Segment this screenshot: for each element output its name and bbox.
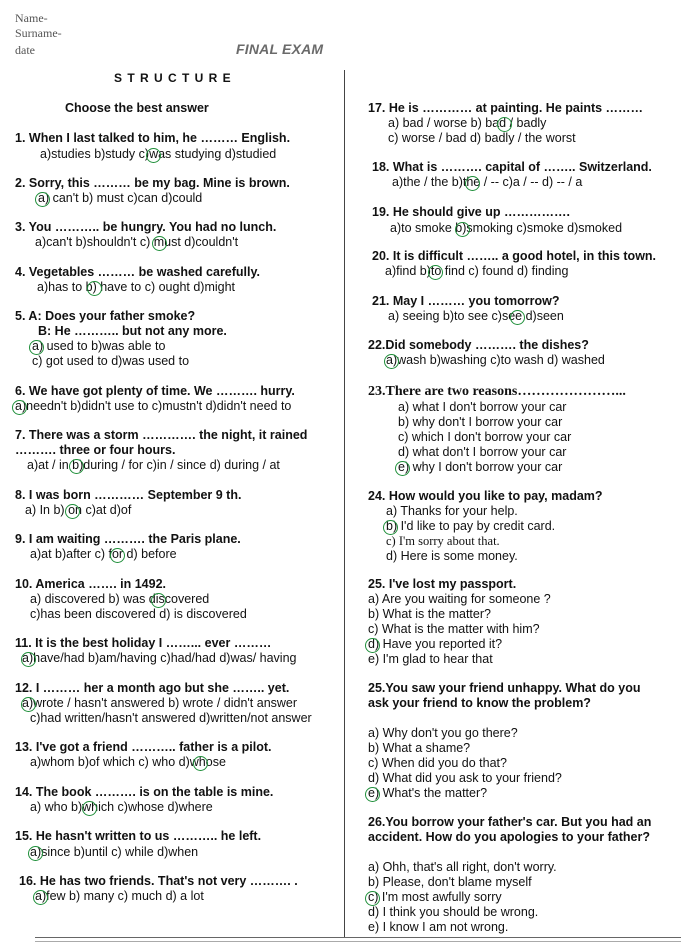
question-14-options: a) who b)which c)whose d)where [30,800,213,814]
question-18: 18. What is ………. capital of …….. Switzerland. [372,160,652,174]
question-12-options-2: c)had written/hasn't answered d)written/not answer [30,711,312,725]
name-label: Name- [15,11,48,25]
question-16-options: a)few b) many c) much d) a lot [35,889,204,903]
question-24-option-a: a) Thanks for your help. [386,504,518,518]
question-6-options: a)needn't b)didn't use to c)mustn't d)didn't need to [15,399,292,413]
question-13-options: a)whom b)of which c) who d)whose [30,755,226,769]
column-divider [344,70,345,938]
answer-circle [12,400,27,415]
question-23-option-a: a) what I don't borrow your car [398,400,567,414]
question-20-options: a)find b)to find c) found d) finding [385,264,569,278]
question-23-option-d: d) what don't I borrow your car [398,445,567,459]
question-19: 19. He should give up ……………. [372,205,570,219]
question-25b-option-b: b) What a shame? [368,741,471,755]
answer-circle [65,504,80,519]
question-4: 4. Vegetables ……… be washed carefully. [15,265,261,279]
answer-circle [395,461,410,476]
question-11-options: a)have/had b)am/having c)had/had d)was/ having [22,651,297,665]
question-22: 22.Did somebody ………. the dishes? [368,338,589,352]
answer-circle [497,117,512,132]
surname-label: Surname- [15,26,62,40]
question-5-line2: B: He ……….. but not any more. [38,324,227,338]
question-12-options: a)wrote / hasn't answered b) wrote / didn't answer [22,696,298,710]
question-26-option-b: b) Please, don't blame myself [368,875,532,889]
section-instruction: Choose the best answer [65,101,209,115]
question-26-option-e: e) I know I am not wrong. [368,920,509,934]
answer-circle [35,192,50,207]
question-26-option-d: d) I think you should be wrong. [368,905,539,919]
question-2: 2. Sorry, this ……… be my bag. Mine is brown. [15,176,290,190]
answer-circle [365,891,380,906]
question-23-option-b: b) why don't I borrow your car [398,415,563,429]
answer-circle [28,846,43,861]
question-8-options: a) In b) on c)at d)of [25,503,132,517]
question-7: 7. There was a storm …………. the night, it rained [15,428,308,442]
question-26-option-a: a) Ohh, that's all right, don't worry. [368,860,557,874]
bottom-rule [35,937,681,938]
question-10-options-2: c)has been discovered d) is discovered [30,607,247,621]
question-25a-option-a: a) Are you waiting for someone ? [368,592,551,606]
answer-circle [365,787,380,802]
answer-circle [82,801,97,816]
question-25b-option-c: c) When did you do that? [368,756,507,770]
question-17: 17. He is ………… at painting. He paints ……… [368,101,644,115]
question-19-options: a)to smoke b)smoking c)smoke d)smoked [390,221,623,235]
answer-circle [151,593,166,608]
answer-circle [33,890,48,905]
question-24-option-b: b) I'd like to pay by credit card. [386,519,556,533]
question-17-options: a) bad / worse b) bad / badly [388,116,547,130]
page-title: FINAL EXAM [236,41,324,57]
question-25b: 25.You saw your friend unhappy. What do you [368,681,641,695]
question-5: 5. A: Does your father smoke? [15,309,196,323]
question-25a-option-c: c) What is the matter with him? [368,622,540,636]
answer-circle [21,697,36,712]
question-1-options: a)studies b)study c)was studying d)studied [40,147,277,161]
question-10: 10. America ……. in 1492. [15,577,167,591]
question-4-options: a)has to b) have to c) ought d)might [37,280,236,294]
question-14: 14. The book ………. is on the table is mine. [15,785,274,799]
question-23: 23.There are two reasons…………………... [368,384,626,399]
question-25a-option-b: b) What is the matter? [368,607,491,621]
question-3-options: a)can't b)shouldn't c) must d)couldn't [35,235,239,249]
answer-circle [146,148,161,163]
answer-circle [69,459,84,474]
question-7-options: a)at / in b)during / for c)in / since d) during / at [27,458,280,472]
question-25b-option-a: a) Why don't you go there? [368,726,518,740]
question-9: 9. I am waiting ………. the Paris plane. [15,532,241,546]
answer-circle [193,756,208,771]
question-10-options: a) discovered b) was discovered [30,592,210,606]
question-17-options-2: c) worse / bad d) badly / the worst [388,131,576,145]
question-6: 6. We have got plenty of time. We ………. hurry. [15,384,295,398]
bottom-rule-2 [35,941,681,942]
question-15: 15. He hasn't written to us ……….. he left. [15,829,262,843]
answer-circle [21,652,36,667]
question-26-line2: accident. How do you apologies to your father? [368,830,650,844]
question-11: 11. It is the best holiday I ……... ever ……… [15,636,272,650]
date-label: date [15,43,35,57]
question-5-options-2: c) got used to d)was used to [32,354,190,368]
answer-circle [152,236,167,251]
answer-circle [428,265,443,280]
question-5-options: a) used to b)was able to [32,339,166,353]
answer-circle [365,638,380,653]
question-25b-line2: ask your friend to know the problem? [368,696,591,710]
question-1: 1. When I last talked to him, he ……… English. [15,131,291,145]
question-18-options: a)the / the b)the / -- c)a / -- d) -- / a [392,175,583,189]
answer-circle [87,281,102,296]
question-7-line2: ………. three or four hours. [15,443,176,457]
question-25a-option-d: d) Have you reported it? [368,637,503,651]
question-16: 16. He has two friends. That's not very ………. . [19,874,298,888]
question-25a-option-e: e) I'm glad to hear that [368,652,493,666]
question-2-options: a) can't b) must c)can d)could [38,191,203,205]
question-8: 8. I was born ………… September 9 th. [15,488,242,502]
question-24: 24. How would you like to pay, madam? [368,489,603,503]
question-15-options: a)since b)until c) while d)when [30,845,199,859]
question-26: 26.You borrow your father's car. But you had an [368,815,652,829]
section-heading: S T R U C T U R E [114,71,232,85]
question-12: 12. I ……… her a month ago but she …….. yet. [15,681,290,695]
answer-circle [29,340,44,355]
question-23-option-e: e) why I don't borrow your car [398,460,563,474]
question-23-option-c: c) which I don't borrow your car [398,430,572,444]
question-21-options: a) seeing b)to see c)see d)seen [388,309,564,323]
question-13: 13. I've got a friend ……….. father is a pilot. [15,740,272,754]
question-24-option-d: d) Here is some money. [386,549,518,563]
answer-circle [384,354,399,369]
question-25a: 25. I've lost my passport. [368,577,517,591]
question-9-options: a)at b)after c) for d) before [30,547,177,561]
question-22-options: a)wash b)washing c)to wash d) washed [386,353,605,367]
question-25b-option-e: e) What's the matter? [368,786,488,800]
question-21: 21. May I ……… you tomorrow? [372,294,560,308]
answer-circle [455,222,470,237]
answer-circle [110,548,125,563]
question-26-option-c: c) I'm most awfully sorry [368,890,502,904]
question-20: 20. It is difficult …….. a good hotel, in this town. [372,249,657,263]
answer-circle [465,176,480,191]
answer-circle [383,520,398,535]
question-3: 3. You ……….. be hungry. You had no lunch. [15,220,277,234]
answer-circle [510,310,525,325]
question-24-option-c: c) I'm sorry about that. [386,534,500,548]
question-25b-option-d: d) What did you ask to your friend? [368,771,562,785]
